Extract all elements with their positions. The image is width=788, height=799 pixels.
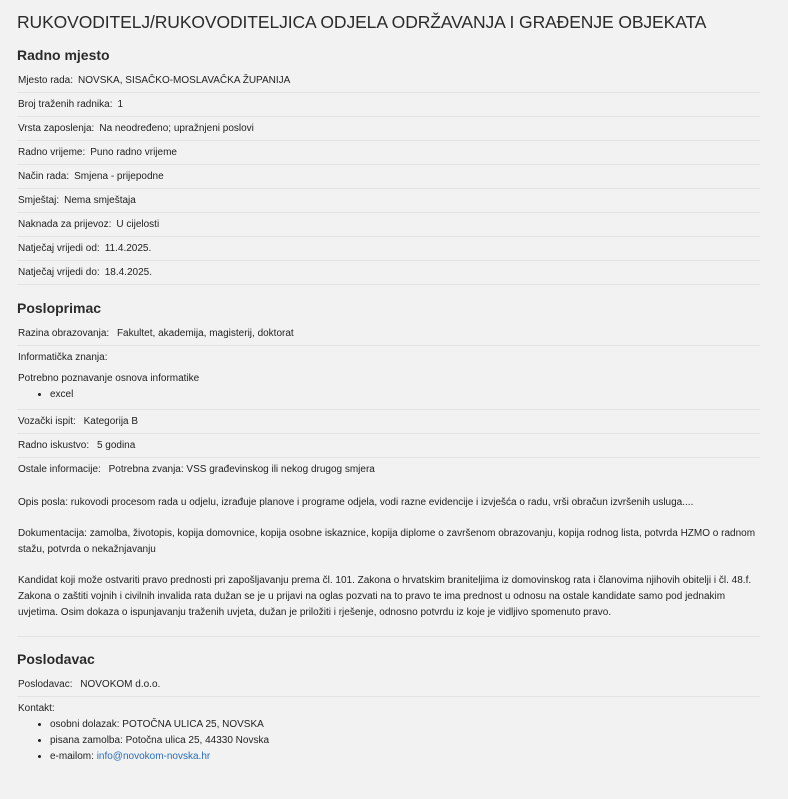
row-label: Ostale informacije: bbox=[18, 464, 101, 475]
list-item bbox=[50, 717, 759, 733]
row-label: Razina obrazovanja: bbox=[18, 328, 110, 339]
informaticka-text: Potrebno poznavanje osnova informatike bbox=[18, 373, 200, 384]
info-row-informaticka bbox=[17, 346, 760, 365]
email-link[interactable]: info@novokom-novska.hr bbox=[96, 751, 211, 762]
list-item: • excel bbox=[50, 387, 759, 403]
info-row bbox=[17, 141, 760, 165]
row-label: Informatička znanja: bbox=[18, 352, 108, 363]
row-value: 1 bbox=[117, 99, 124, 110]
list-item-text: osobni dolazak: POTOČNA ULICA 25, NOVSKA bbox=[50, 719, 264, 730]
row-value: Puno radno vrijeme bbox=[90, 147, 177, 158]
row-label: Mjesto rada: bbox=[18, 75, 74, 86]
info-row bbox=[17, 117, 760, 141]
row-value: U cijelosti bbox=[116, 219, 160, 230]
list-item-text: pisana zamolba: Potočna ulica 25, 44330 Novska bbox=[50, 735, 270, 746]
row-value: Kategorija B bbox=[83, 416, 139, 427]
section-radno-mjesto bbox=[17, 47, 760, 285]
section-heading: Radno mjesto bbox=[17, 47, 110, 63]
info-row-poslodavac bbox=[17, 673, 760, 697]
row-value: Fakultet, akademija, magisterij, doktorat bbox=[116, 328, 294, 339]
info-row bbox=[17, 213, 760, 237]
row-value: NOVOKOM d.o.o. bbox=[80, 679, 161, 690]
row-value: Smjena - prijepodne bbox=[74, 171, 164, 182]
email-label: e-mailom: bbox=[50, 751, 94, 762]
row-label: Radno vrijeme: bbox=[18, 147, 86, 158]
info-row bbox=[17, 237, 760, 261]
info-row-ostale bbox=[17, 458, 760, 481]
info-row bbox=[17, 165, 760, 189]
row-label: Smještaj: bbox=[18, 195, 60, 206]
row-label: Vozački ispit: bbox=[18, 416, 76, 427]
row-value: 5 godina bbox=[96, 440, 136, 451]
list-item bbox=[50, 749, 759, 765]
row-label: Radno iskustvo: bbox=[18, 440, 90, 451]
row-label: Poslodavac: bbox=[18, 679, 73, 690]
opis-posla: Opis posla: rukovodi procesom rada u odjelu, izrađuje planove i programe odjela, vodi razne evidencije i izvješća o radu, vrši obračun izvršenih usluga.... bbox=[18, 497, 694, 508]
row-label: Naknada za prijevoz: bbox=[18, 219, 112, 230]
info-row bbox=[17, 93, 760, 117]
row-label: Broj traženih radnika: bbox=[18, 99, 113, 110]
info-row bbox=[17, 189, 760, 213]
row-label: Natječaj vrijedi do: bbox=[18, 267, 100, 278]
list-item bbox=[50, 733, 759, 749]
dokumentacija: Dokumentacija: zamolba, životopis, kopija domovnice, kopija osobne iskaznice, kopija diplome o završenom obrazovanju, kopija rodnog lista, potvrda HZMO o radnom stažu, potvrda o nekažnjavanju bbox=[18, 528, 756, 555]
info-row-obrazovanje bbox=[17, 322, 760, 346]
informaticka-block bbox=[17, 365, 760, 410]
kontakt-block bbox=[17, 697, 760, 765]
row-value: Na neodređeno; upražnjeni poslovi bbox=[99, 123, 254, 134]
radno-mjesto-rows bbox=[17, 69, 760, 285]
section-posloprimac bbox=[17, 300, 760, 637]
informaticka-list bbox=[18, 387, 759, 403]
info-row bbox=[17, 69, 760, 93]
row-value: Potrebna zvanja: VSS građevinskog ili nekog drugog smjera bbox=[108, 464, 375, 475]
row-value: NOVSKA, SISAČKO-MOSLAVAČKA ŽUPANIJA bbox=[78, 75, 291, 86]
kontakt-list bbox=[18, 717, 759, 765]
kandidat-pravo-prednosti: Kandidat koji može ostvariti pravo prednosti pri zapošljavanju prema čl. 101. Zakona o hrvatskim braniteljima iz domovinskog rata i članovima njihovih obitelji i čl. 48.f. Zakona o zaštiti vojnih i civilnih invalida rata dužan se je u prijavi na oglas pozvati na to pravo te ima prednost u odnosu na ostale kandidate samo pod jednakim uvjetima. Osim dokaza o ispunjavanju traženih uvjeta, dužan je priložiti i rješenje, odnosno potvrdu iz koje je vidljivo spomenuto pravo. bbox=[18, 575, 752, 618]
row-value: Nema smještaja bbox=[64, 195, 136, 206]
row-label: Vrsta zaposlenja: bbox=[18, 123, 95, 134]
info-row bbox=[17, 261, 760, 285]
kontakt-label: Kontakt: bbox=[18, 703, 55, 714]
section-divider bbox=[17, 636, 760, 637]
info-row-iskustvo bbox=[17, 434, 760, 458]
section-poslodavac bbox=[17, 651, 760, 765]
page-title: RUKOVODITELJ/RUKOVODITELJICA ODJELA ODRŽAVANJA I GRAĐENJE OBJEKATA bbox=[17, 12, 707, 32]
info-row-vozacki bbox=[17, 410, 760, 434]
row-label: Način rada: bbox=[18, 171, 70, 182]
section-heading: Posloprimac bbox=[17, 300, 102, 316]
row-label: Natječaj vrijedi od: bbox=[18, 243, 100, 254]
row-value: 18.4.2025. bbox=[104, 267, 152, 278]
section-heading: Poslodavac bbox=[17, 651, 95, 667]
row-value: 11.4.2025. bbox=[104, 243, 152, 254]
